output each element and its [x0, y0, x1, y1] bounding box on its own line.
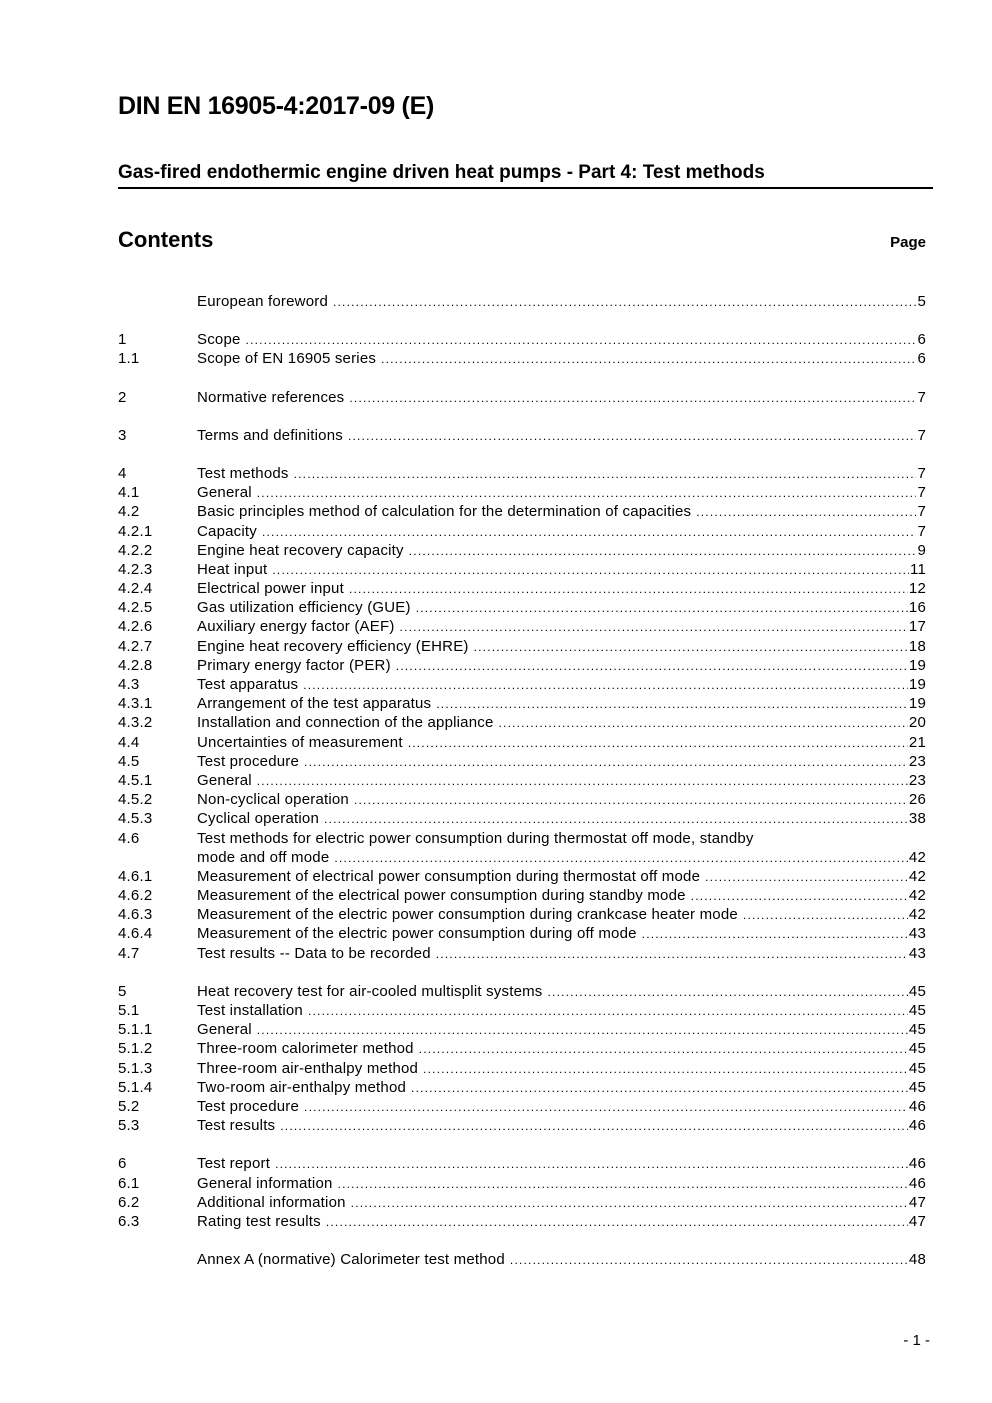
toc-entry-title: Test report: [197, 1155, 271, 1173]
toc-dot-leader: [349, 389, 916, 408]
toc-entry-title: Test methods for electric power consumption during thermostat off mode, standby: [197, 829, 754, 847]
toc-dot-leader: [423, 1060, 908, 1079]
toc-entry-number: 4.2.1: [118, 522, 153, 540]
toc-entry-title: Arrangement of the test apparatus: [197, 695, 432, 713]
toc-entry-page: 7: [917, 484, 926, 502]
toc-entry-title: Cyclical operation: [197, 810, 319, 828]
toc-entry-number: 4.6.3: [118, 906, 153, 924]
toc-entry[interactable]: [118, 1193, 926, 1212]
toc-entry[interactable]: [118, 426, 926, 445]
toc-dot-leader: [333, 293, 916, 312]
toc-entry-page: 17: [908, 618, 926, 636]
toc-entry[interactable]: [118, 1154, 926, 1173]
toc-entry-number: 4.2.2: [118, 541, 153, 559]
toc-entry[interactable]: [118, 733, 926, 752]
toc-dot-leader: [246, 331, 917, 350]
toc-entry[interactable]: [118, 694, 926, 713]
toc-entry[interactable]: [118, 924, 926, 943]
toc-dot-leader: [351, 1194, 908, 1213]
toc-entry[interactable]: [118, 579, 926, 598]
toc-entry-number: 2: [118, 388, 127, 406]
toc-entry-number: 5.1: [118, 1002, 140, 1019]
toc-entry-number: 4.7: [118, 944, 140, 962]
toc-entry-page: 23: [908, 752, 926, 770]
toc-dot-leader: [743, 906, 908, 925]
toc-entry-page: 18: [908, 637, 926, 655]
toc-dot-leader: [257, 772, 908, 791]
toc-entry-page: 46: [908, 1174, 926, 1192]
toc-entry-number: 4.6: [118, 829, 140, 847]
toc-entry-number: 4.5.1: [118, 771, 153, 789]
toc-entry-title: General: [197, 484, 252, 502]
toc-entry-number: 6.3: [118, 1212, 140, 1230]
toc-entry-title: Test procedure: [197, 752, 300, 770]
toc-dot-leader: [334, 849, 908, 868]
toc-entry-number: 4.2.5: [118, 599, 153, 617]
toc-entry-title: Test installation: [197, 1002, 303, 1019]
toc-dot-leader: [642, 925, 908, 944]
toc-dot-leader: [409, 542, 917, 561]
toc-entry-number: 4.5: [118, 752, 140, 770]
toc-entry-title: Electrical power input: [197, 580, 344, 598]
toc-entry-title: Engine heat recovery capacity: [197, 541, 404, 559]
toc-entry-title: Test apparatus: [197, 676, 299, 693]
toc-entry[interactable]: [118, 617, 926, 636]
toc-dot-leader: [304, 1098, 908, 1117]
toc-entry-number: 3: [118, 426, 127, 444]
toc-entry-title: Uncertainties of measurement: [197, 733, 403, 751]
toc-entry-title: Test results -- Data to be recorded: [197, 944, 431, 962]
toc-dot-leader: [510, 1251, 908, 1270]
toc-entry-title: Gas utilization efficiency (GUE): [197, 599, 411, 617]
toc-entry-title: Primary energy factor (PER): [197, 656, 391, 674]
toc-entry-number: 5.1.3: [118, 1059, 153, 1077]
toc-dot-leader: [408, 734, 908, 753]
toc-entry-number: 4.6.2: [118, 887, 153, 905]
toc-entry-number: 6.1: [118, 1174, 140, 1192]
toc-entry-number: 1: [118, 331, 127, 349]
toc-entry-page: 46: [908, 1155, 926, 1173]
toc-dot-leader: [499, 714, 908, 733]
toc-entry[interactable]: [118, 848, 926, 867]
toc-entry[interactable]: [118, 867, 926, 886]
toc-entry-title: Non-cyclical operation: [197, 791, 349, 809]
toc-entry-page: 42: [908, 867, 926, 885]
toc-entry-title: General: [197, 771, 252, 789]
toc-entry-page: 19: [908, 656, 926, 674]
toc-entry-number: 4.6.1: [118, 867, 153, 885]
toc-dot-leader: [400, 618, 908, 637]
toc-entry-title: Scope: [197, 331, 241, 349]
toc-entry-page: 7: [917, 522, 926, 540]
toc-dot-leader: [324, 810, 908, 829]
toc-entry-page: 6: [917, 350, 926, 368]
toc-entry-number: 5.1.1: [118, 1021, 153, 1039]
toc-entry[interactable]: [118, 886, 926, 905]
toc-entry-number: 4.3.1: [118, 695, 153, 713]
toc-dot-leader: [326, 1213, 908, 1232]
toc-entry-number: 4.2.6: [118, 618, 153, 636]
toc-entry-title: Installation and connection of the appliance: [197, 714, 494, 732]
toc-entry-number: 5.3: [118, 1117, 140, 1135]
toc-entry-title: Additional information: [197, 1193, 346, 1211]
toc-entry-title: Annex A (normative) Calorimeter test method: [197, 1251, 505, 1269]
toc-entry-page: 46: [908, 1117, 926, 1135]
toc-dot-leader: [275, 1155, 908, 1174]
toc-entry-title: Three-room air-enthalpy method: [197, 1059, 419, 1077]
toc-entry-title: Heat recovery test for air-cooled multisplit systems: [197, 982, 543, 1000]
page-column-label: Page: [890, 234, 926, 251]
toc-entry-title: Test procedure: [197, 1097, 300, 1115]
toc-entry[interactable]: [118, 1250, 926, 1269]
toc-entry-page: 38: [908, 810, 926, 828]
document-subtitle: Gas-fired endothermic engine driven heat pumps - Part 4: Test methods: [118, 162, 933, 189]
toc-entry[interactable]: [118, 1212, 926, 1231]
toc-entry-page: 46: [908, 1097, 926, 1115]
toc-entry-number: 4.3.2: [118, 714, 153, 732]
toc-entry[interactable]: [118, 637, 926, 656]
toc-entry[interactable]: [118, 809, 926, 828]
toc-entry[interactable]: [118, 464, 926, 483]
toc-entry-number: 4.3: [118, 676, 140, 693]
toc-entry-title: Test methods: [197, 464, 289, 482]
document-title: DIN EN 16905-4:2017-09 (E): [118, 92, 434, 120]
toc-entry[interactable]: [118, 388, 926, 407]
toc-entry-title: Measurement of the electrical power consumption during standby mode: [197, 887, 686, 905]
toc-entry-page: 45: [908, 982, 926, 1000]
toc-entry-title: Measurement of electrical power consumption during thermostat off mode: [197, 867, 701, 885]
toc-entry[interactable]: [118, 502, 926, 521]
toc-entry[interactable]: [118, 771, 926, 790]
toc-entry-page: 19: [908, 695, 926, 713]
toc-entry-title: Three-room calorimeter method: [197, 1040, 414, 1058]
toc-entry[interactable]: [118, 656, 926, 675]
toc-dot-leader: [474, 638, 908, 657]
toc-dot-leader: [705, 868, 908, 887]
toc-dot-leader: [257, 484, 917, 503]
toc-dot-leader: [308, 1002, 908, 1021]
toc-entry[interactable]: [118, 752, 926, 771]
toc-entry-number: 4.5.2: [118, 791, 153, 809]
toc-entry-page: 42: [908, 848, 926, 866]
toc-entry[interactable]: [118, 1078, 926, 1097]
toc-entry-page: 43: [908, 925, 926, 943]
toc-entry[interactable]: [118, 483, 926, 502]
toc-entry-title: Heat input: [197, 560, 268, 578]
toc-entry-page: 19: [908, 676, 926, 693]
toc-dot-leader: [338, 1175, 908, 1194]
toc-entry-page: 47: [908, 1193, 926, 1211]
toc-entry-title: Two-room air-enthalpy method: [197, 1078, 407, 1096]
toc-entry[interactable]: [118, 790, 926, 809]
toc-dot-leader: [280, 1117, 908, 1136]
toc-dot-leader: [411, 1079, 908, 1098]
toc-entry-title: Basic principles method of calculation for the determination of capacities: [197, 503, 692, 521]
toc-dot-leader: [304, 753, 908, 772]
toc-entry[interactable]: [118, 1116, 926, 1135]
toc-entry-title: Test results: [197, 1117, 276, 1135]
toc-entry-number: 4.2.3: [118, 560, 153, 578]
toc-entry-number: 5.2: [118, 1097, 140, 1115]
toc-entry-page: 12: [908, 580, 926, 598]
toc-dot-leader: [548, 983, 908, 1002]
toc-entry-page: 45: [908, 1040, 926, 1058]
toc-entry-title: mode and off mode: [197, 848, 330, 866]
toc-entry-number: 6: [118, 1155, 127, 1173]
toc-entry-page: 42: [908, 906, 926, 924]
toc-entry-page: 7: [917, 503, 926, 521]
toc-dot-leader: [303, 676, 908, 695]
toc-dot-leader: [257, 1021, 908, 1040]
toc-entry[interactable]: [118, 1097, 926, 1116]
toc-entry-title: Normative references: [197, 388, 345, 406]
toc-dot-leader: [416, 599, 908, 618]
toc-entry-page: 43: [908, 944, 926, 962]
toc-entry-page: 7: [917, 388, 926, 406]
toc-entry-number: 5.1.4: [118, 1078, 153, 1096]
contents-heading: Contents: [118, 227, 214, 252]
toc-entry-page: 6: [917, 331, 926, 349]
toc-entry[interactable]: [118, 1020, 926, 1039]
toc-dot-leader: [419, 1040, 908, 1059]
toc-entry[interactable]: [118, 675, 926, 694]
toc-entry-number: 4.4: [118, 733, 140, 751]
toc-entry-title: General: [197, 1021, 252, 1039]
toc-dot-leader: [436, 695, 908, 714]
toc-dot-leader: [349, 580, 908, 599]
toc-entry[interactable]: [118, 1039, 926, 1058]
toc-entry-page: 20: [908, 714, 926, 732]
toc-dot-leader: [696, 503, 916, 522]
toc-entry[interactable]: [118, 1059, 926, 1078]
toc-entry-title: Scope of EN 16905 series: [197, 350, 377, 368]
toc-entry-page: 23: [908, 771, 926, 789]
toc-entry-number: 4.5.3: [118, 810, 153, 828]
toc-entry-page: 21: [908, 733, 926, 751]
toc-entry[interactable]: [118, 330, 926, 349]
toc-entry-number: 4.2.8: [118, 656, 153, 674]
toc-entry-page: 9: [917, 541, 926, 559]
toc-entry[interactable]: [118, 713, 926, 732]
toc-entry-number: 4.2: [118, 503, 140, 521]
toc-dot-leader: [294, 465, 917, 484]
toc-entry-page: 45: [908, 1002, 926, 1019]
toc-dot-leader: [354, 791, 908, 810]
toc-dot-leader: [381, 350, 916, 369]
toc-entry-title: Measurement of the electric power consumption during off mode: [197, 925, 637, 943]
toc-entry-title: Terms and definitions: [197, 426, 343, 444]
toc-entry-page: 16: [908, 599, 926, 617]
toc-entry-page: 45: [908, 1021, 926, 1039]
toc-entry[interactable]: [118, 982, 926, 1001]
toc-entry-number: 4.2.4: [118, 580, 153, 598]
toc-entry-page: 45: [908, 1078, 926, 1096]
table-of-contents: [118, 292, 926, 1269]
toc-entry-page: 5: [917, 293, 926, 310]
toc-entry-number: 5: [118, 982, 127, 1000]
toc-entry[interactable]: [118, 560, 926, 579]
toc-entry-title: Capacity: [197, 522, 257, 540]
toc-entry-title: Measurement of the electric power consumption during crankcase heater mode: [197, 906, 738, 924]
toc-entry[interactable]: [118, 829, 926, 848]
toc-entry[interactable]: [118, 522, 926, 541]
toc-entry-page: 47: [908, 1212, 926, 1230]
toc-entry[interactable]: [118, 905, 926, 924]
toc-entry-page: 7: [917, 464, 926, 482]
toc-dot-leader: [436, 945, 908, 964]
toc-entry-title: Rating test results: [197, 1212, 321, 1230]
toc-entry-title: Engine heat recovery efficiency (EHRE): [197, 637, 469, 655]
toc-entry[interactable]: [118, 292, 926, 311]
toc-entry[interactable]: [118, 1001, 926, 1020]
toc-dot-leader: [272, 561, 909, 580]
toc-entry[interactable]: [118, 541, 926, 560]
toc-entry[interactable]: [118, 1174, 926, 1193]
toc-entry-number: 4.2.7: [118, 637, 153, 655]
toc-entry-page: 11: [910, 560, 926, 578]
toc-entry-number: 4.1: [118, 484, 140, 502]
toc-entry-page: 7: [917, 426, 926, 444]
page-number-footer: - 1 -: [903, 1332, 930, 1349]
toc-entry-title: European foreword: [197, 293, 328, 310]
toc-dot-leader: [396, 657, 908, 676]
toc-dot-leader: [348, 427, 917, 446]
toc-entry[interactable]: [118, 944, 926, 963]
toc-entry-number: 6.2: [118, 1193, 140, 1211]
toc-dot-leader: [691, 887, 908, 906]
toc-entry-page: 26: [908, 791, 926, 809]
toc-entry-number: 5.1.2: [118, 1040, 153, 1058]
toc-entry-page: 42: [908, 887, 926, 905]
toc-entry[interactable]: [118, 349, 926, 368]
toc-entry-title: Auxiliary energy factor (AEF): [197, 618, 395, 636]
toc-entry-page: 45: [908, 1059, 926, 1077]
toc-entry-number: 4: [118, 464, 127, 482]
toc-entry-number: 1.1: [118, 350, 140, 368]
toc-entry[interactable]: [118, 598, 926, 617]
toc-entry-title: General information: [197, 1174, 333, 1192]
toc-entry-number: 4.6.4: [118, 925, 153, 943]
toc-entry-page: 48: [908, 1251, 926, 1269]
toc-dot-leader: [262, 523, 916, 542]
